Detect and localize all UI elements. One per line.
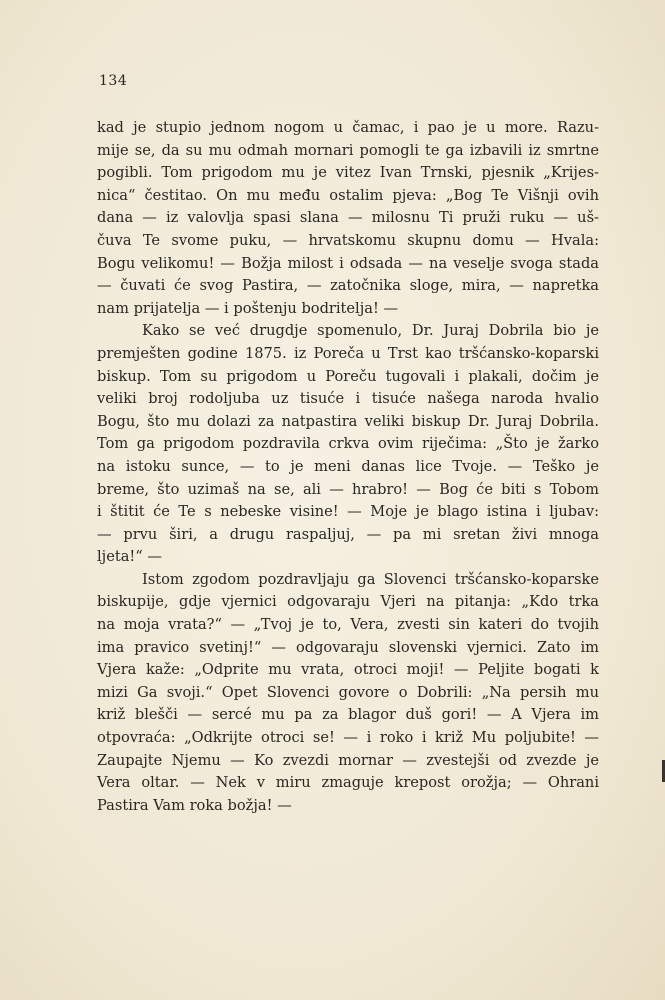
text-line: križ blešči — sercé mu pa za blagor duš gori! — A Vjera im — [97, 706, 599, 724]
paragraph — [97, 569, 599, 818]
text-line: veliki broj rodoljuba uz tisuće i tisuće našega naroda hvalio — [97, 390, 599, 408]
text-line: — prvu širi, a drugu raspaljuj, — pa mi sretan živi mnoga — [97, 525, 599, 543]
text-line: mizi Ga svoji.“ Opet Slovenci govore o Dobrili: „Na persih mu — [97, 683, 599, 701]
text-line: na istoku sunce, — to je meni danas lice Tvoje. — Teško je — [97, 457, 599, 475]
text-line: dana — iz valovlja spasi slana — milosnu Ti pruži ruku — uš- — [97, 209, 599, 227]
text-line: premješten godine 1875. iz Poreča u Trst kao tršćansko-koparski — [97, 344, 599, 362]
text-line: nam prijatelja — i poštenju bodritelja! — — [97, 299, 399, 317]
text-line: nica“ čestitao. On mu među ostalim pjeva: „Bog Te Višnji ovih — [97, 186, 599, 204]
text-line: mije se, da su mu odmah mornari pomogli te ga izbavili iz smrtne — [97, 141, 599, 159]
text-line: Bogu velikomu! — Božja milost i odsada — na veselje svoga stada — [97, 254, 599, 272]
text-line: Bogu, što mu dolazi za natpastira veliki biskup Dr. Juraj Dobrila. — [97, 412, 599, 430]
text-line: — čuvati će svog Pastira, — zatočnika sloge, mira, — napretka — [97, 277, 599, 295]
text-line: ljeta!“ — — [97, 548, 162, 566]
text-line: ima pravico svetinj!“ — odgovaraju slovenski vjernici. Zato im — [97, 638, 599, 656]
text-line: na moja vrata?“ — „Tvoj je to, Vera, zvesti sin kateri do tvojih — [97, 616, 599, 634]
text-line: biskup. Tom su prigodom u Poreču tugovali i plakali, dočim je — [97, 367, 599, 385]
text-line: Vjera kaže: „Odprite mu vrata, otroci moji! — Peljite bogati k — [97, 661, 599, 679]
text-line: Istom zgodom pozdravljaju ga Slovenci tršćansko-koparske — [142, 570, 599, 588]
text-line: Vera oltar. — Nek v miru zmaguje krepost orožja; — Ohrani — [97, 774, 599, 792]
paragraph — [97, 117, 599, 320]
text-line: čuva Te svome puku, — hrvatskomu skupnu domu — Hvala: — [97, 231, 599, 249]
text-line: biskupije, gdje vjernici odgovaraju Vjeri na pitanja: „Kdo trka — [97, 593, 599, 611]
paragraph — [97, 320, 599, 569]
text-line: Zaupajte Njemu — Ko zvezdi mornar — zvestejši od zvezde je — [97, 751, 599, 769]
text-line: otpovraća: „Odkrijte otroci se! — i roko i križ Mu poljubite! — — [97, 729, 599, 747]
text-line: pogibli. Tom prigodom mu je vitez Ivan Trnski, pjesnik „Krijes- — [97, 164, 599, 182]
body-text — [97, 117, 599, 817]
text-line: Kako se već drugdje spomenulo, Dr. Juraj Dobrila bio je — [142, 322, 599, 340]
text-line: kad je stupio jednom nogom u čamac, i pao je u more. Razu- — [97, 119, 599, 136]
page-number: 134 — [99, 73, 128, 89]
text-line: breme, što uzimaš na se, ali — hrabro! — Bog će biti s Tobom — [97, 480, 599, 498]
text-line: Tom ga prigodom pozdravila crkva ovim riječima: „Što je žarko — [97, 435, 599, 453]
text-line: i štitit će Te s nebeske visine! — Moje je blago istina i ljubav: — [97, 503, 599, 521]
text-line: Pastira Vam roka božja! — — [97, 796, 292, 814]
